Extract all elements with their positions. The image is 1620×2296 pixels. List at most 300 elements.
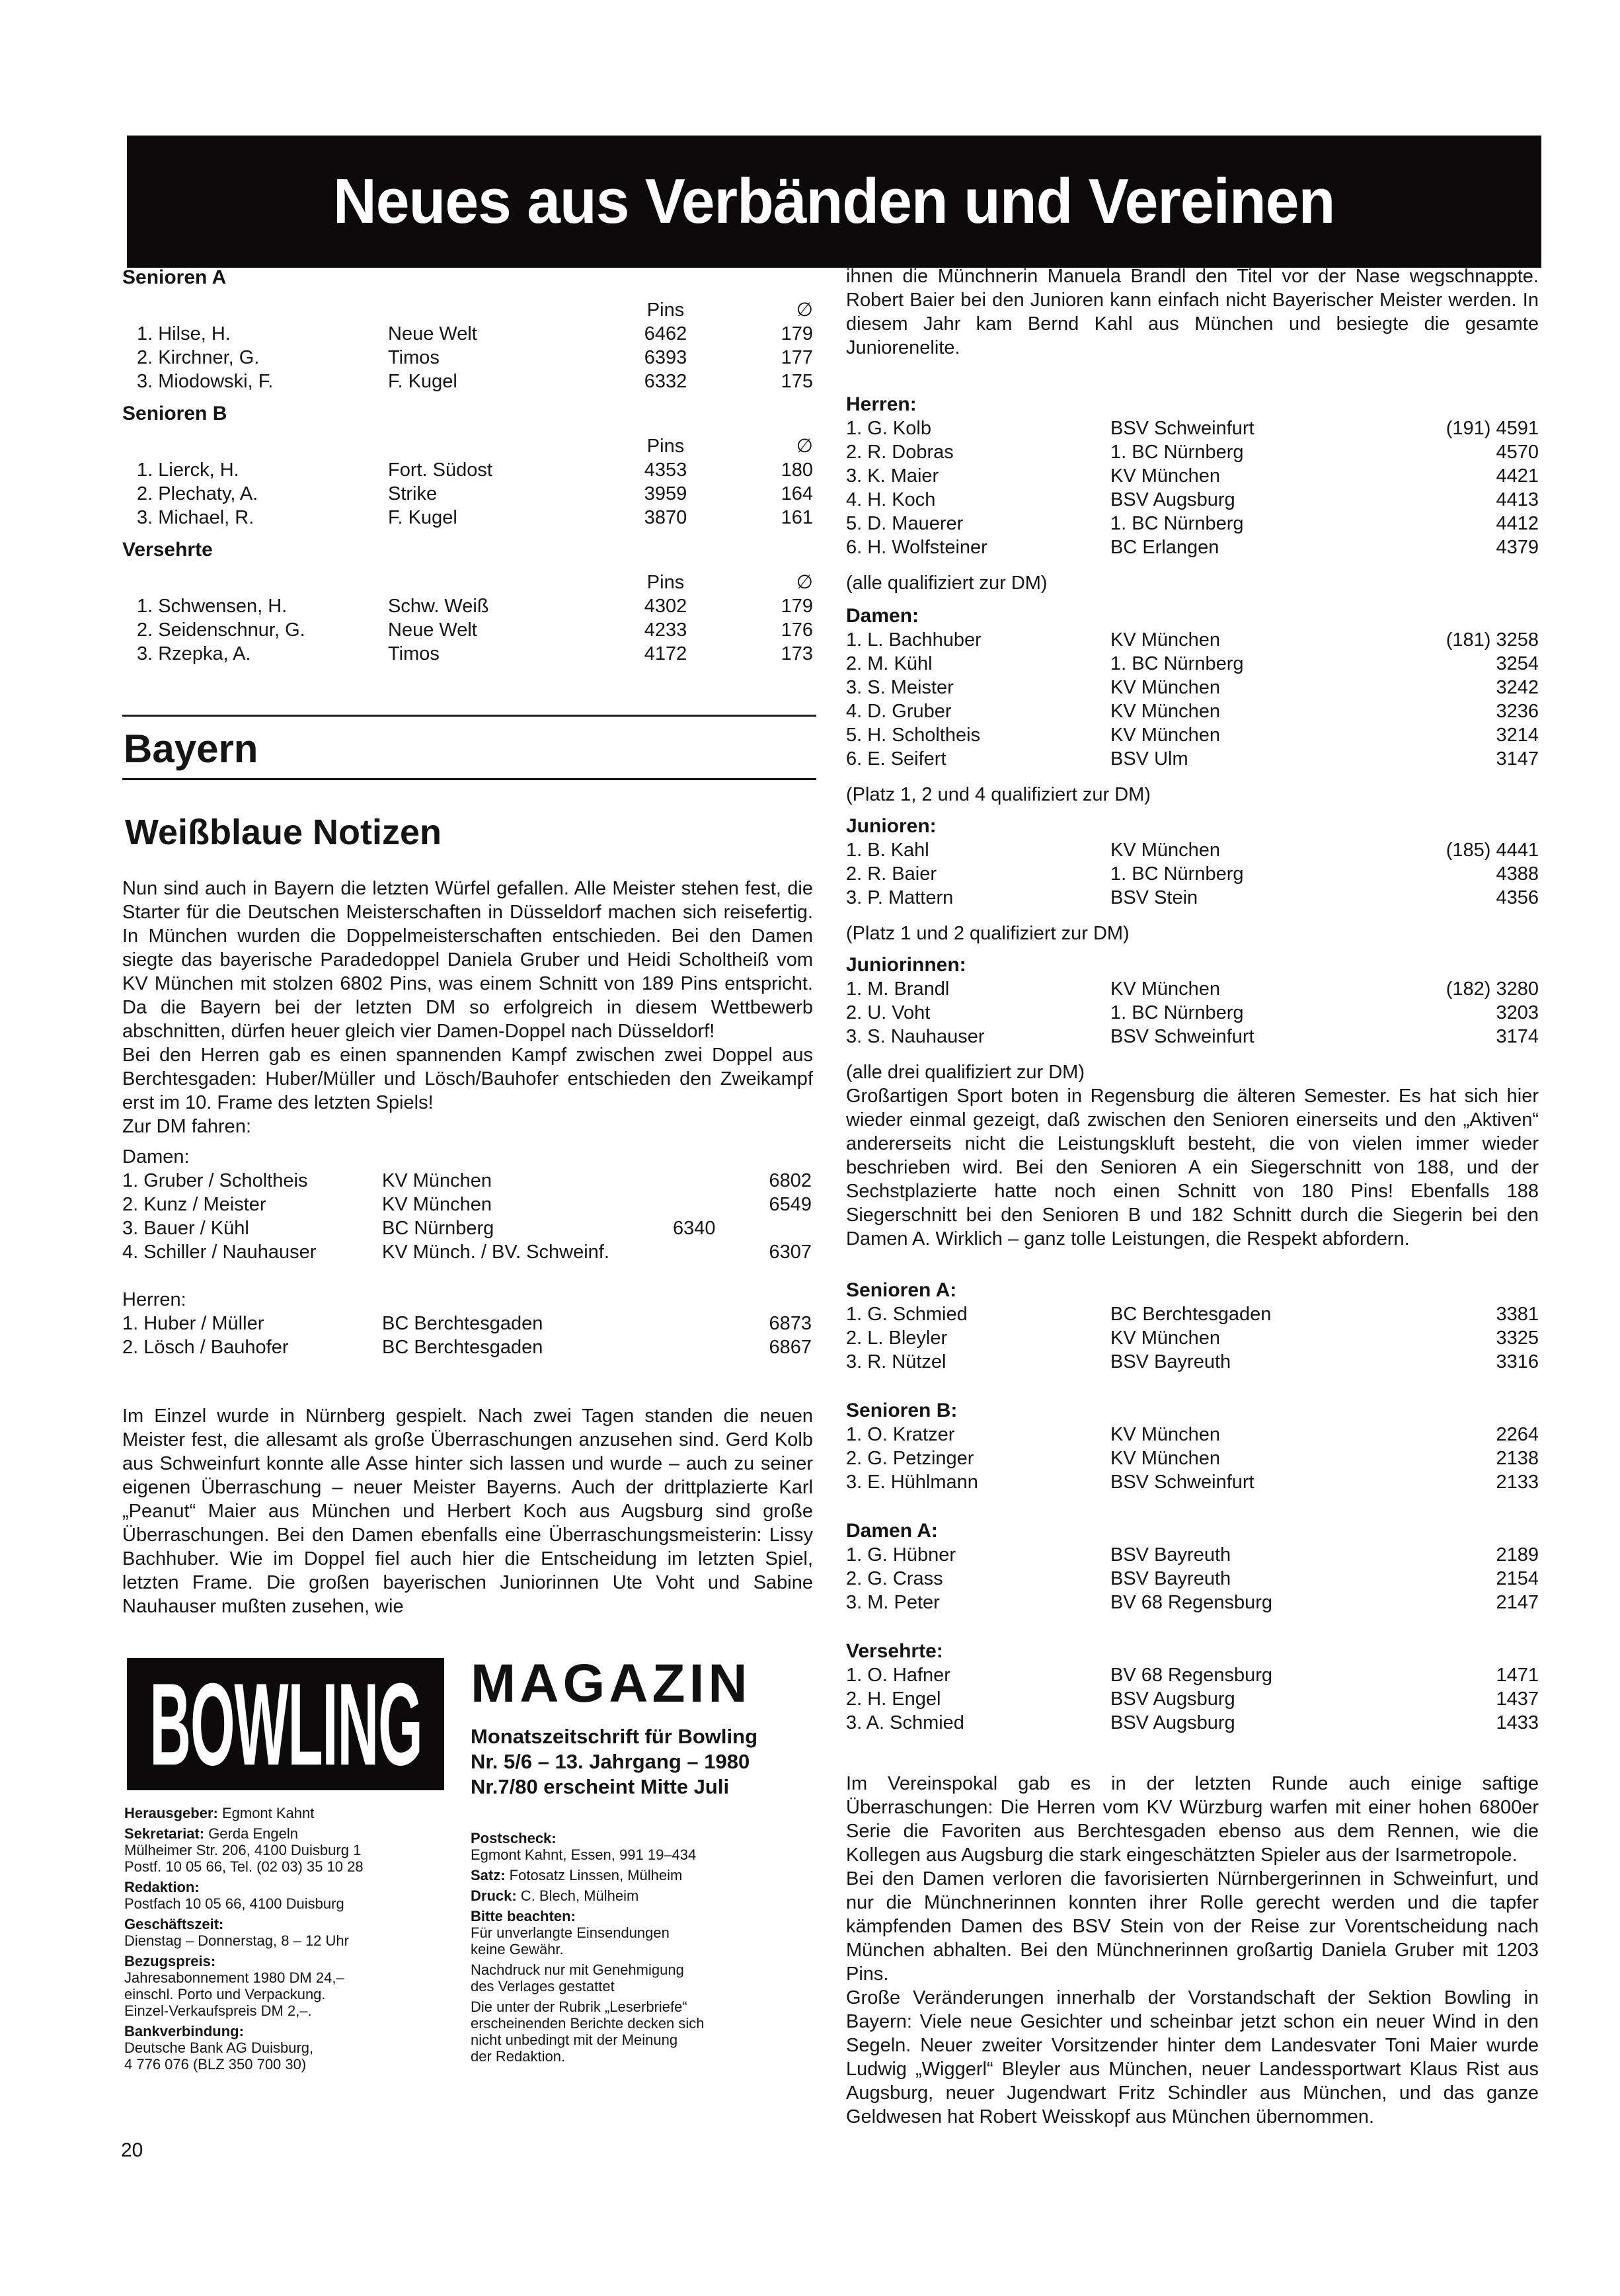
score: 2133 [1496, 1472, 1539, 1493]
pins: 3959 [644, 483, 687, 504]
club: Timos [388, 347, 440, 368]
table-row [122, 506, 813, 530]
results-versehrte [846, 1640, 1539, 1735]
table-row [846, 464, 1539, 488]
table-row [122, 322, 813, 346]
imprint-label: Satz: [471, 1867, 506, 1883]
score: 3381 [1496, 1304, 1539, 1325]
region-title: Bayern [124, 727, 258, 771]
club: KV München [382, 1170, 492, 1191]
table-row [122, 618, 813, 642]
imprint-label: Bitte beachten: [471, 1908, 576, 1924]
score: 4413 [1496, 489, 1539, 510]
table-row [846, 440, 1539, 464]
score: 3203 [1496, 1002, 1539, 1023]
score-offset [673, 1240, 746, 1264]
table-row [122, 458, 813, 482]
table-row [846, 1326, 1539, 1350]
club: BC Nürnberg [382, 1218, 494, 1239]
table-row [846, 1446, 1539, 1470]
score: (185) 4441 [1446, 840, 1539, 861]
results-versehrte [122, 539, 813, 666]
pins: 4233 [644, 619, 687, 641]
club: Strike [388, 483, 438, 504]
table-row [846, 1567, 1539, 1591]
table-row [846, 488, 1539, 512]
imprint-item [471, 1867, 801, 1883]
table-row [122, 346, 813, 370]
score: 6867 [769, 1337, 812, 1358]
player-name: 2. R. Dobras [846, 442, 954, 463]
paragraph: Große Veränderungen innerhalb der Vorstandschaft der Sektion Bowling in Bayern: Viele neue Gesichter und scheinbar jetzt schon ein neuer Wind in den Segeln. Neuer zweiter Vorsitzender hinter dem Landesvater Toni Maier wurde Ludwig „Wiggerl“ Bleyler aus München, neuer Landessportwart Klaus Rist aus Augsburg, neuer Jugendwart Fritz Schindler aus München, und das ganze Geldwesen hat Robert Weisskopf aus München übernommen. [846, 1987, 1539, 2127]
club: KV München [1110, 1327, 1221, 1349]
imprint-item [124, 1825, 442, 1875]
imprint-value: Fotosatz Linssen, Mülheim [505, 1867, 683, 1883]
score: 3254 [1496, 653, 1539, 674]
player-name: 4. H. Koch [846, 489, 936, 510]
col-average: ∅ [796, 299, 813, 321]
article-intro [122, 877, 813, 1138]
club: KV München [1110, 1448, 1221, 1469]
divider [122, 778, 816, 780]
score-offset [673, 1169, 746, 1193]
table-row [122, 594, 813, 618]
score: 4570 [1496, 442, 1539, 463]
imprint-label: Bezugspreis: [124, 1953, 216, 1969]
results-senioren-b [846, 1399, 1539, 1494]
bowling-logo [127, 1658, 444, 1790]
imprint-line: Die unter der Rubrik „Leserbriefe“ [471, 1999, 687, 2015]
pins: 6462 [644, 323, 687, 344]
average: 176 [781, 619, 813, 641]
results-damen-a [846, 1519, 1539, 1614]
player-name: 2. L. Bleyler [846, 1327, 948, 1349]
player-name: 2. M. Kühl [846, 653, 933, 674]
club: 1. BC Nürnberg [1110, 653, 1244, 674]
imprint-label: Redaktion: [124, 1879, 200, 1895]
player-name: 3. Rzepka, A. [137, 643, 251, 664]
imprint-line: keine Gewähr. [471, 1941, 564, 1958]
pins: 6393 [644, 347, 687, 368]
imprint-line: Postf. 10 05 66, Tel. (02 03) 35 10 28 [124, 1858, 364, 1875]
player-name: 1. Hilse, H. [137, 323, 231, 344]
club: BV 68 Regensburg [1110, 1665, 1273, 1686]
player-name: 3. P. Mattern [846, 887, 954, 908]
imprint-label: Geschäftszeit: [124, 1916, 224, 1932]
left-column [122, 261, 813, 1618]
imprint-line: 4 776 076 (BLZ 350 700 30) [124, 2056, 307, 2073]
imprint-item [124, 1916, 442, 1949]
score: 2189 [1496, 1544, 1539, 1565]
paragraph: Im Vereinspokal gab es in der letzten Runde auch einige saftige Überraschungen: Die Herren vom KV Würzburg warfen mit einer hohen 6800er Serie die Favoriten aus Berchtesgaden ebenso aus dem Rennen, wie die Kollegen aus Augsburg die stark eingeschätzten Spieler aus der Isarmetropole. [846, 1773, 1539, 1866]
player-name: 1. G. Hübner [846, 1544, 956, 1565]
table-row [846, 886, 1539, 910]
table-row [846, 652, 1539, 676]
results-damen [846, 604, 1539, 807]
club: BC Berchtesgaden [382, 1337, 543, 1358]
score: 1437 [1496, 1688, 1539, 1710]
imprint-label: Herausgeber: [124, 1805, 218, 1821]
club: 1. BC Nürnberg [1110, 1002, 1244, 1023]
category-heading: Senioren B: [846, 1400, 958, 1421]
subtitle-line: Nr. 5/6 – 13. Jahrgang – 1980 [471, 1750, 750, 1773]
pins: 4353 [644, 459, 687, 481]
paragraph: Zur DM fahren: [122, 1116, 251, 1137]
table-row [846, 1350, 1539, 1374]
score: 3174 [1496, 1026, 1539, 1047]
pair-names: 1. Huber / Müller [122, 1313, 264, 1334]
club: BC Berchtesgaden [382, 1313, 543, 1334]
player-name: 6. E. Seifert [846, 748, 946, 770]
category-heading: Versehrte [122, 539, 213, 561]
results-table [122, 298, 813, 393]
imprint-line: einschl. Porto und Verpackung. [124, 1986, 326, 2002]
player-name: 3. S. Meister [846, 677, 954, 698]
average: 179 [781, 323, 813, 344]
category-heading: Senioren A [122, 266, 227, 288]
player-name: 3. Michael, R. [137, 507, 254, 528]
pair-names: 3. Bauer / Kühl [122, 1218, 249, 1239]
table-row [846, 699, 1539, 723]
club: BSV Schweinfurt [1110, 1472, 1254, 1493]
category-heading: Junioren: [846, 815, 937, 837]
col-average: ∅ [796, 572, 813, 593]
score: 6873 [769, 1313, 812, 1334]
qualification-note: (Platz 1, 2 und 4 qualifiziert zur DM) [846, 784, 1151, 805]
magazine-subtitle [471, 1724, 757, 1800]
imprint-item [124, 1805, 442, 1821]
average: 175 [781, 371, 813, 392]
score: 2154 [1496, 1568, 1539, 1589]
category-heading: Versehrte: [846, 1640, 943, 1662]
category-heading: Senioren A: [846, 1279, 957, 1301]
score: 3325 [1496, 1327, 1539, 1349]
score: 4388 [1496, 863, 1539, 885]
club: BV 68 Regensburg [1110, 1592, 1273, 1613]
table-row [846, 1423, 1539, 1446]
results-juniorinnen [846, 953, 1539, 1084]
col-average: ∅ [796, 436, 813, 457]
player-name: 3. K. Maier [846, 465, 939, 487]
pins: 6332 [644, 371, 687, 392]
club: BSV Augsburg [1110, 1688, 1235, 1710]
imprint-item [124, 1879, 442, 1912]
club: Neue Welt [388, 323, 477, 344]
imprint-label: Druck: [471, 1887, 517, 1904]
score: 4412 [1496, 513, 1539, 534]
score: (181) 3258 [1446, 629, 1539, 651]
regensburg-paragraph: Großartigen Sport boten in Regensburg die älteren Semester. Es hat sich hier wieder einmal gezeigt, daß zwischen den Senioren einerseits und den „Aktiven“ andererseits nicht die Leistungskluft besteht, die von vielen immer wieder beschrieben wird. Bei den Senioren A ein Siegerschnitt von 188, und der Sechstplazierte hatte noch einen Schnitt von 180 Pins! Ebenfalls 188 Siegerschnitt bei den Senioren B und 182 Schnitt durch die Siegerin bei den Damen A. Wirklich – ganz tolle Leistungen, die Respekt abfordern. [846, 1086, 1539, 1249]
player-name: 1. B. Kahl [846, 840, 929, 861]
table-row [846, 977, 1539, 1001]
subtitle-line: Nr.7/80 erscheint Mitte Juli [471, 1775, 730, 1798]
score: (182) 3280 [1446, 978, 1539, 1000]
score-offset [673, 1193, 746, 1216]
score [746, 1216, 812, 1240]
qualification-note: (Platz 1 und 2 qualifiziert zur DM) [846, 923, 1130, 944]
player-name: 3. A. Schmied [846, 1712, 964, 1733]
club: BSV Bayreuth [1110, 1544, 1231, 1565]
player-name: 3. S. Nauhauser [846, 1026, 985, 1047]
player-name: 3. M. Peter [846, 1592, 940, 1613]
player-name: 1. L. Bachhuber [846, 629, 982, 651]
score: 3147 [1496, 748, 1539, 770]
table-row [846, 1711, 1539, 1735]
player-name: 4. D. Gruber [846, 701, 952, 722]
player-name: 1. M. Brandl [846, 978, 950, 1000]
right-column [846, 264, 1539, 2129]
club: F. Kugel [388, 371, 457, 392]
imprint-label: Bankverbindung: [124, 2023, 244, 2039]
imprint-item [124, 2023, 442, 2073]
club: 1. BC Nürnberg [1110, 442, 1244, 463]
player-name: 2. R. Baier [846, 863, 937, 885]
table-row [122, 642, 813, 666]
score-offset: 6340 [673, 1218, 716, 1239]
list-label: Damen: [122, 1146, 190, 1168]
pair-names: 1. Gruber / Scholtheis [122, 1170, 308, 1191]
table-header [122, 434, 813, 458]
club: KV München [1110, 629, 1221, 651]
table-header [122, 298, 813, 322]
score: 6307 [769, 1242, 812, 1263]
table-row [846, 838, 1539, 862]
category-heading: Senioren B [122, 403, 227, 424]
magazine-masthead [127, 1653, 814, 1803]
score: 3236 [1496, 701, 1539, 722]
club: KV München [1110, 1424, 1221, 1445]
imprint-line: erscheinenden Berichte decken sich [471, 2015, 705, 2032]
pair-names: 2. Lösch / Bauhofer [122, 1337, 289, 1358]
paragraph: Bei den Damen verloren die favorisierten Nürnbergerinnen in Schweinfurt, und nur die Münchnerinnen konnten ihrer Rolle gerecht werden und die tapfer kämpfenden Damen des BSV Stein von der Reise zur Vorentscheidung nach München abhalten. Bei den Münchnerinnen großartig Daniela Gruber mit 1203 Pins. [846, 1868, 1539, 1985]
imprint-line: Postfach 10 05 66, 4100 Duisburg [124, 1895, 344, 1912]
imprint-line: Dienstag – Donnerstag, 8 – 12 Uhr [124, 1932, 349, 1949]
table-row [122, 482, 813, 506]
club: Fort. Südost [388, 459, 492, 481]
imprint-line: der Redaktion. [471, 2048, 566, 2065]
score: 1433 [1496, 1712, 1539, 1733]
qualification-note: (alle drei qualifiziert zur DM) [846, 1062, 1085, 1083]
table-row [846, 535, 1539, 559]
average: 179 [781, 596, 813, 617]
club: BSV Schweinfurt [1110, 418, 1254, 439]
score-offset [673, 1335, 746, 1359]
player-name: 1. O. Kratzer [846, 1424, 955, 1445]
paragraph: Nun sind auch in Bayern die letzten Würfel gefallen. Alle Meister stehen fest, die Starter für die Deutschen Meisterschaften in Düsseldorf machen sich reisefertig. In München wurden die Doppelmeisterschaften entschieden. Bei den Damen siegte das bayerische Paradedoppel Daniela Gruber und Heidi Scholtheiß vom KV München mit stolzen 6802 Pins, was einem Schnitt von 189 Pins entspricht. Da die Bayern bei der letzten DM so erfolgreich in diesem Wettbewerb abschnitten, dürfen heuer gleich vier Damen-Doppel nach Düsseldorf! [122, 878, 813, 1042]
score: 2264 [1496, 1424, 1539, 1445]
average: 161 [781, 507, 813, 528]
club: BSV Augsburg [1110, 489, 1235, 510]
continuation-paragraph: ihnen die Münchnerin Manuela Brandl den Titel vor der Nase wegschnappte. Robert Baier bei den Junioren kann einfach nicht Bayerischer Meister werden. In diesem Jahr kam Bernd Kahl aus München und besiegte die gesamte Juniorenelite. [846, 266, 1539, 358]
table-row [846, 628, 1539, 652]
results-junioren [846, 814, 1539, 945]
player-name: 2. H. Engel [846, 1688, 941, 1710]
club: BC Erlangen [1110, 537, 1219, 558]
subtitle-line: Monatszeitschrift für Bowling [471, 1725, 757, 1748]
club: BSV Bayreuth [1110, 1351, 1231, 1372]
player-name: 1. G. Schmied [846, 1304, 968, 1325]
results-herren [846, 393, 1539, 595]
score: 4421 [1496, 465, 1539, 487]
table-row [122, 1193, 813, 1216]
club: KV München [1110, 978, 1221, 1000]
player-name: 2. G. Petzinger [846, 1448, 974, 1469]
score: 4379 [1496, 537, 1539, 558]
player-name: 1. Schwensen, H. [137, 596, 288, 617]
table-row [846, 512, 1539, 535]
imprint-line: Deutsche Bank AG Duisburg, [124, 2039, 314, 2056]
score: 6549 [769, 1194, 812, 1215]
imprint-value: Egmont Kahnt [217, 1805, 315, 1821]
table-row [846, 1543, 1539, 1567]
player-name: 2. U. Voht [846, 1002, 931, 1023]
player-name: 3. R. Nützel [846, 1351, 946, 1372]
imprint-line: nicht unbedingt mit der Meinung [471, 2032, 678, 2048]
table-row [122, 1335, 813, 1359]
club: F. Kugel [388, 507, 457, 528]
player-name: 1. Lierck, H. [137, 459, 239, 481]
imprint-line: Egmont Kahnt, Essen, 991 19–434 [471, 1846, 697, 1863]
table-row [846, 723, 1539, 747]
player-name: 2. Kirchner, G. [137, 347, 260, 368]
player-name: 2. Plechaty, A. [137, 483, 258, 504]
club: Timos [388, 643, 440, 664]
imprint-line: Einzel-Verkaufspreis DM 2,–. [124, 2002, 312, 2019]
imprint-value: C. Blech, Mülheim [516, 1887, 639, 1904]
table-row [846, 416, 1539, 440]
player-name: 6. H. Wolfsteiner [846, 537, 987, 558]
logo-text: BOWLING [149, 1658, 422, 1790]
results-senioren-b [122, 403, 813, 530]
imprint-line: Jahresabonnement 1980 DM 24,– [124, 1969, 344, 1986]
imprint-line: des Verlages gestattet [471, 1978, 615, 1995]
table-row [846, 862, 1539, 886]
table-row [846, 1663, 1539, 1687]
divider [122, 715, 816, 717]
results-senioren-a [846, 1279, 1539, 1374]
table-header [122, 571, 813, 594]
player-name: 1. O. Hafner [846, 1665, 950, 1686]
magazine-title: MAGAZIN [471, 1653, 752, 1714]
club: 1. BC Nürnberg [1110, 513, 1244, 534]
doubles-herren [122, 1288, 813, 1359]
table-row [122, 1169, 813, 1193]
player-name: 1. G. Kolb [846, 418, 931, 439]
club: KV München [1110, 840, 1221, 861]
player-name: 3. E. Hühlmann [846, 1472, 978, 1493]
club: KV München [1110, 701, 1221, 722]
imprint-item [124, 1953, 442, 2019]
imprint-line: Nachdruck nur mit Genehmigung [471, 1961, 684, 1978]
qualification-note: (alle qualifiziert zur DM) [846, 573, 1048, 594]
club: BSV Bayreuth [1110, 1568, 1231, 1589]
club: KV München [382, 1194, 492, 1215]
table-row [846, 747, 1539, 771]
table-row [846, 1302, 1539, 1326]
club: BSV Augsburg [1110, 1712, 1235, 1733]
score: 3214 [1496, 725, 1539, 746]
imprint-label: Postscheck: [471, 1830, 557, 1846]
club: BSV Ulm [1110, 748, 1188, 770]
table-row [122, 1240, 813, 1264]
col-pins: Pins [646, 436, 685, 457]
club: KV München [1110, 677, 1221, 698]
player-name: 3. Miodowski, F. [137, 371, 274, 392]
imprint-item [471, 1830, 801, 1863]
category-heading: Juniorinnen: [846, 954, 966, 976]
club: KV München [1110, 465, 1221, 487]
club: Schw. Weiß [388, 596, 489, 617]
table-row [846, 1591, 1539, 1614]
club: KV Münch. / BV. Schweinf. [382, 1242, 609, 1263]
section-banner [127, 136, 1541, 268]
club: BSV Schweinfurt [1110, 1026, 1254, 1047]
table-row [846, 676, 1539, 699]
results-table [122, 571, 813, 666]
table-row [846, 1001, 1539, 1025]
score: 6802 [769, 1170, 812, 1191]
score: 2147 [1496, 1592, 1539, 1613]
list-label: Herren: [122, 1289, 186, 1310]
player-name: 5. D. Mauerer [846, 513, 964, 534]
score-offset [673, 1312, 746, 1335]
table-row [122, 1216, 813, 1240]
col-pins: Pins [646, 572, 685, 593]
imprint-item [471, 1961, 801, 1995]
article-title: Weißblaue Notizen [125, 812, 442, 852]
player-name: 5. H. Scholtheis [846, 725, 981, 746]
pins: 4172 [644, 643, 687, 664]
club: 1. BC Nürnberg [1110, 863, 1244, 885]
imprint-line: Für unverlangte Einsendungen [471, 1924, 670, 1941]
pins: 3870 [644, 507, 687, 528]
score: 3316 [1496, 1351, 1539, 1372]
closing-text [846, 1772, 1539, 2129]
imprint-item [471, 1999, 801, 2065]
imprint-left [124, 1805, 442, 2077]
table-row [846, 1687, 1539, 1711]
average: 173 [781, 643, 813, 664]
imprint-right [471, 1830, 801, 2069]
col-pins: Pins [646, 299, 685, 321]
player-name: 2. Seidenschnur, G. [137, 619, 305, 641]
category-heading: Damen A: [846, 1520, 938, 1542]
paragraph: Bei den Herren gab es einen spannenden Kampf zwischen zwei Doppel aus Berchtesgaden: Huber/Müller und Lösch/Bauhofer entschieden den Zweikampf erst im 10. Frame des letzten Spiels! [122, 1045, 813, 1113]
imprint-label: Sekretariat: [124, 1825, 205, 1842]
club: BSV Stein [1110, 887, 1198, 908]
score: 3242 [1496, 677, 1539, 698]
pair-names: 4. Schiller / Nauhauser [122, 1242, 317, 1263]
club: BC Berchtesgaden [1110, 1304, 1272, 1325]
einzel-paragraph: Im Einzel wurde in Nürnberg gespielt. Nach zwei Tagen standen die neuen Meister fest, die allesamt als große Überraschungen anzusehen sind. Gerd Kolb aus Schweinfurt konnte alle Asse hinter sich lassen und wurde – auch zu seiner eigenen Überraschung – neuer Meister Bayerns. Auch der drittplazierte Karl „Peanut“ Maier aus München und Herbert Koch aus Augsburg sind große Überraschungen. Bei den Damen ebenfalls eine Überraschungsmeisterin: Lissy Bachhuber. Wie im Doppel fiel auch hier die Entscheidung im letzten Spiel, letzten Frame. Die großen bayerischen Juniorinnen Ute Voht und Sabine Nauhauser mußten zusehen, wie [122, 1405, 813, 1617]
average: 177 [781, 347, 813, 368]
table-row [122, 1312, 813, 1335]
category-heading: Herren: [846, 393, 917, 415]
table-row [846, 1470, 1539, 1494]
imprint-item [471, 1887, 801, 1904]
results-table [122, 434, 813, 530]
imprint-line: Mülheimer Str. 206, 4100 Duisburg 1 [124, 1842, 362, 1858]
average: 180 [781, 459, 813, 481]
doubles-damen [122, 1145, 813, 1264]
pins: 4302 [644, 596, 687, 617]
category-heading: Damen: [846, 605, 919, 627]
player-name: 2. G. Crass [846, 1568, 943, 1589]
score: 1471 [1496, 1665, 1539, 1686]
table-row [122, 370, 813, 393]
page-number: 20 [121, 2139, 143, 2161]
score: 2138 [1496, 1448, 1539, 1469]
